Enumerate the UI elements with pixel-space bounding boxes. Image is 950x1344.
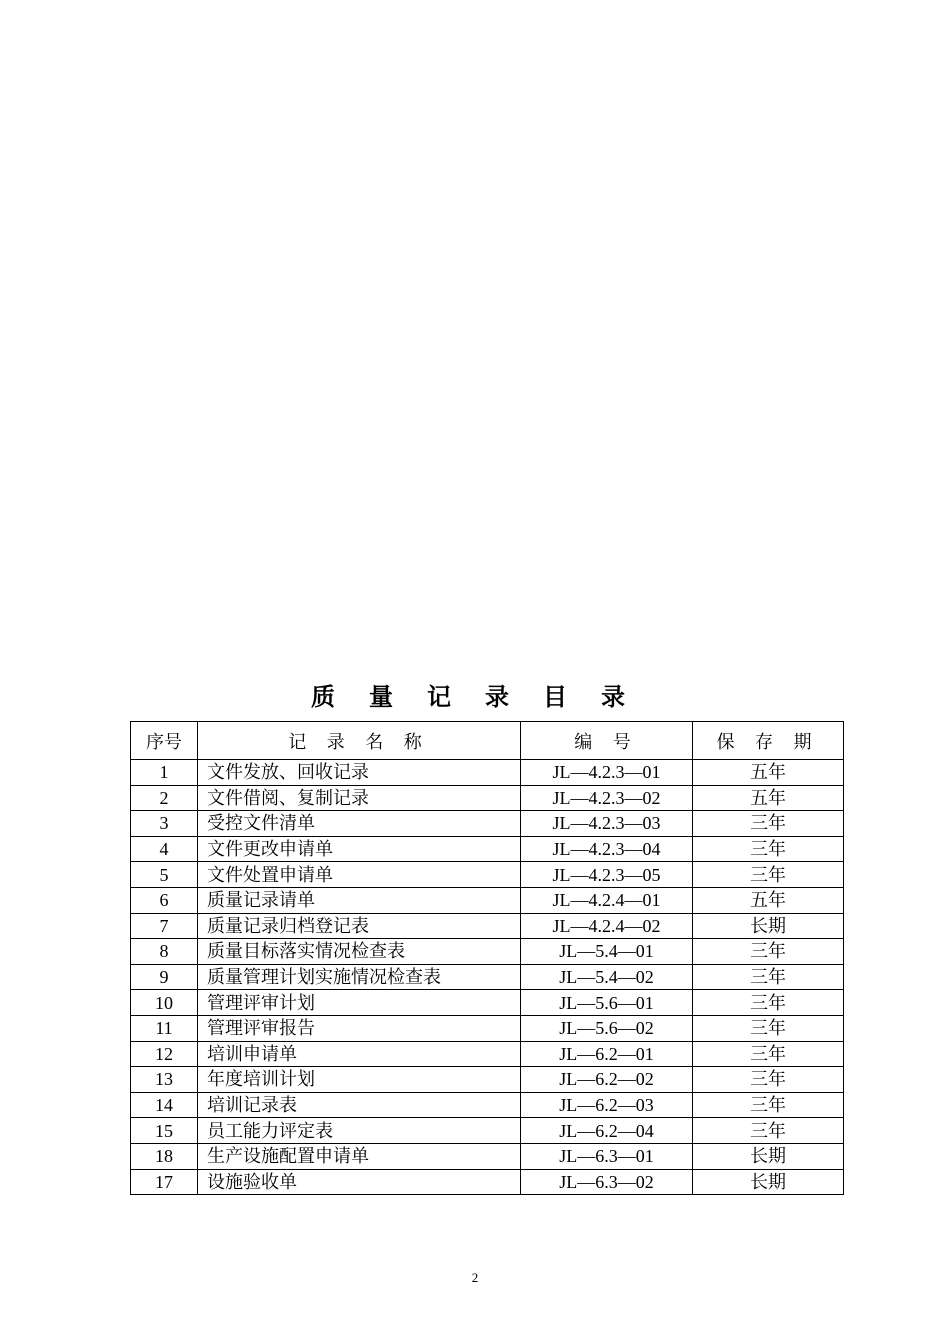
cell-no: 15 bbox=[131, 1118, 198, 1144]
cell-code: JL—4.2.3—01 bbox=[521, 760, 693, 786]
table-row bbox=[131, 964, 844, 990]
cell-name: 员工能力评定表 bbox=[198, 1118, 521, 1144]
cell-code: JL—4.2.3—04 bbox=[521, 836, 693, 862]
table-row bbox=[131, 1118, 844, 1144]
cell-no: 4 bbox=[131, 836, 198, 862]
cell-retention: 长期 bbox=[693, 1169, 844, 1195]
page-number: 2 bbox=[471, 1270, 479, 1285]
cell-no: 3 bbox=[131, 811, 198, 837]
cell-retention: 三年 bbox=[693, 811, 844, 837]
cell-name: 文件处置申请单 bbox=[198, 862, 521, 888]
cell-no: 13 bbox=[131, 1067, 198, 1093]
cell-name: 质量管理计划实施情况检查表 bbox=[198, 964, 521, 990]
page-title: 质 量 记 录 目 录 bbox=[311, 685, 639, 711]
table-row bbox=[131, 939, 844, 965]
cell-retention: 三年 bbox=[693, 990, 844, 1016]
header-retention: 保 存 期 bbox=[693, 722, 844, 760]
cell-name: 生产设施配置申请单 bbox=[198, 1143, 521, 1169]
cell-name: 文件发放、回收记录 bbox=[198, 760, 521, 786]
cell-no: 10 bbox=[131, 990, 198, 1016]
cell-retention: 三年 bbox=[693, 1067, 844, 1093]
cell-code: JL—5.6—02 bbox=[521, 1015, 693, 1041]
cell-code: JL—6.2—02 bbox=[521, 1067, 693, 1093]
table-row bbox=[131, 887, 844, 913]
cell-name: 质量记录归档登记表 bbox=[198, 913, 521, 939]
cell-retention: 三年 bbox=[693, 836, 844, 862]
cell-retention: 长期 bbox=[693, 913, 844, 939]
cell-code: JL—6.2—04 bbox=[521, 1118, 693, 1144]
cell-retention: 三年 bbox=[693, 939, 844, 965]
table-row bbox=[131, 1041, 844, 1067]
cell-retention: 三年 bbox=[693, 1015, 844, 1041]
cell-name: 年度培训计划 bbox=[198, 1067, 521, 1093]
cell-name: 设施验收单 bbox=[198, 1169, 521, 1195]
cell-retention: 长期 bbox=[693, 1143, 844, 1169]
table-row bbox=[131, 811, 844, 837]
cell-retention: 五年 bbox=[693, 887, 844, 913]
cell-retention: 五年 bbox=[693, 785, 844, 811]
cell-retention: 三年 bbox=[693, 1041, 844, 1067]
cell-name: 文件更改申请单 bbox=[198, 836, 521, 862]
cell-no: 18 bbox=[131, 1143, 198, 1169]
cell-no: 2 bbox=[131, 785, 198, 811]
cell-no: 7 bbox=[131, 913, 198, 939]
table-row bbox=[131, 1143, 844, 1169]
cell-code: JL—6.2—01 bbox=[521, 1041, 693, 1067]
cell-code: JL—4.2.3—02 bbox=[521, 785, 693, 811]
cell-code: JL—6.3—01 bbox=[521, 1143, 693, 1169]
cell-retention: 三年 bbox=[693, 964, 844, 990]
header-code: 编 号 bbox=[521, 722, 693, 760]
cell-retention: 三年 bbox=[693, 862, 844, 888]
cell-name: 管理评审报告 bbox=[198, 1015, 521, 1041]
cell-retention: 三年 bbox=[693, 1092, 844, 1118]
header-name: 记 录 名 称 bbox=[198, 722, 521, 760]
table-row bbox=[131, 760, 844, 786]
cell-no: 9 bbox=[131, 964, 198, 990]
table-row bbox=[131, 862, 844, 888]
table-row bbox=[131, 990, 844, 1016]
cell-code: JL—5.4—01 bbox=[521, 939, 693, 965]
cell-code: JL—4.2.4—01 bbox=[521, 887, 693, 913]
cell-name: 管理评审计划 bbox=[198, 990, 521, 1016]
cell-name: 培训记录表 bbox=[198, 1092, 521, 1118]
cell-code: JL—4.2.4—02 bbox=[521, 913, 693, 939]
cell-no: 1 bbox=[131, 760, 198, 786]
records-table bbox=[130, 721, 844, 1195]
cell-no: 17 bbox=[131, 1169, 198, 1195]
table-header-row bbox=[131, 722, 844, 760]
cell-no: 12 bbox=[131, 1041, 198, 1067]
table-row bbox=[131, 1015, 844, 1041]
cell-no: 11 bbox=[131, 1015, 198, 1041]
cell-retention: 三年 bbox=[693, 1118, 844, 1144]
cell-name: 文件借阅、复制记录 bbox=[198, 785, 521, 811]
cell-no: 6 bbox=[131, 887, 198, 913]
cell-retention: 五年 bbox=[693, 760, 844, 786]
table-row bbox=[131, 1092, 844, 1118]
cell-code: JL—5.4—02 bbox=[521, 964, 693, 990]
cell-code: JL—5.6—01 bbox=[521, 990, 693, 1016]
cell-name: 质量记录请单 bbox=[198, 887, 521, 913]
cell-name: 质量目标落实情况检查表 bbox=[198, 939, 521, 965]
cell-name: 培训申请单 bbox=[198, 1041, 521, 1067]
table-row bbox=[131, 785, 844, 811]
table-row bbox=[131, 913, 844, 939]
header-no: 序号 bbox=[131, 722, 198, 760]
cell-no: 5 bbox=[131, 862, 198, 888]
cell-code: JL—4.2.3—03 bbox=[521, 811, 693, 837]
cell-no: 8 bbox=[131, 939, 198, 965]
table-row bbox=[131, 1067, 844, 1093]
cell-name: 受控文件清单 bbox=[198, 811, 521, 837]
cell-no: 14 bbox=[131, 1092, 198, 1118]
cell-code: JL—4.2.3—05 bbox=[521, 862, 693, 888]
table-row bbox=[131, 836, 844, 862]
cell-code: JL—6.3—02 bbox=[521, 1169, 693, 1195]
cell-code: JL—6.2—03 bbox=[521, 1092, 693, 1118]
table-row bbox=[131, 1169, 844, 1195]
